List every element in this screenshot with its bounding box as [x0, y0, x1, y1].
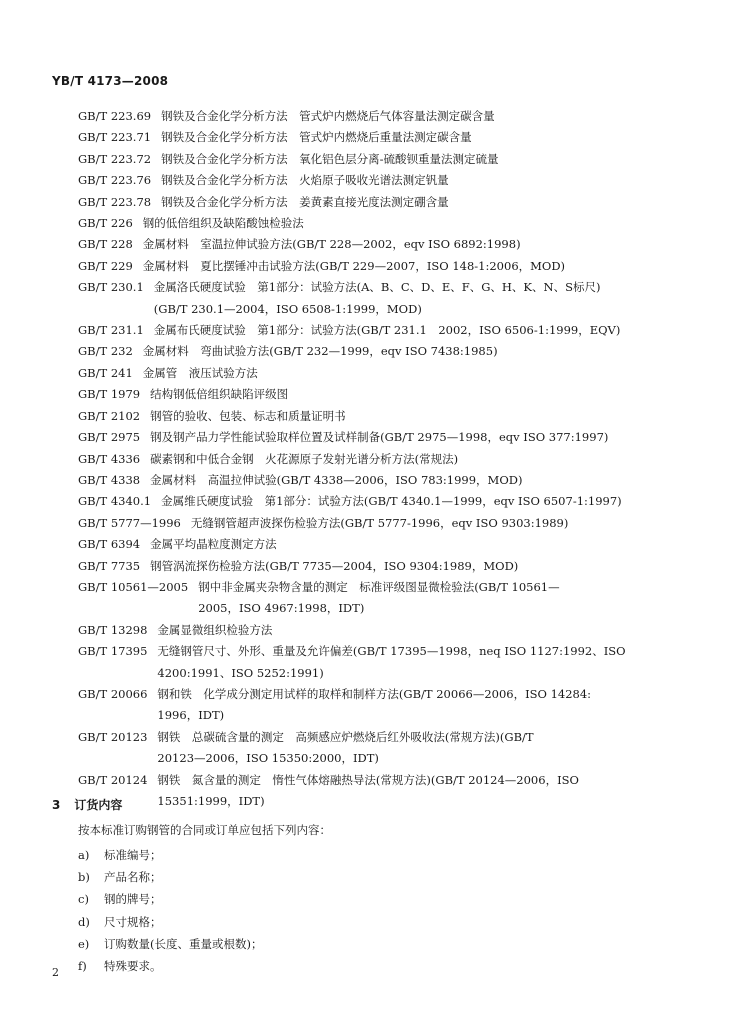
reference-title-text: 钢铁及合金化学分析方法 火焰原子吸收光谱法测定钒量	[161, 173, 449, 188]
reference-title-text: 金属材料 弯曲试验方法(GB/T 232—1999，eqv ISO 7438:1985)	[142, 344, 498, 359]
reference-item	[78, 577, 678, 620]
reference-title	[157, 620, 678, 641]
reference-code: GB/T 228	[78, 237, 133, 252]
reference-title-text: 金属布氏硬度试验 第1部分：试验方法(GB/T 231.1 2002，ISO 6506-1:1999，EQV)	[153, 323, 621, 338]
reference-title	[157, 641, 678, 684]
reference-code: GB/T 226	[78, 216, 133, 231]
order-item-letter: d)	[78, 914, 90, 929]
reference-item	[78, 256, 678, 277]
reference-title	[161, 127, 678, 148]
order-item-letter: b)	[78, 870, 90, 885]
reference-title	[157, 770, 678, 813]
reference-title-text: 无缝钢管尺寸、外形、重量及允许偏差(GB/T 17395—1998，neq ISO 1127:1992、ISO	[157, 644, 626, 659]
reference-title	[143, 234, 678, 255]
order-item	[78, 933, 262, 955]
reference-item	[78, 449, 678, 470]
reference-title-continuation: (GB/T 230.1—2004，ISO 6508-1:1999，MOD)	[153, 301, 422, 316]
reference-title	[161, 106, 678, 127]
reference-title	[157, 684, 678, 727]
reference-code: GB/T 231.1	[78, 323, 144, 338]
reference-code: GB/T 4336	[78, 451, 141, 466]
reference-title	[143, 213, 678, 234]
reference-title	[191, 513, 678, 534]
section-heading	[52, 796, 122, 813]
reference-item	[78, 320, 678, 341]
reference-title	[150, 427, 678, 448]
order-item-text: 特殊要求。	[104, 959, 162, 974]
normative-references-list	[78, 106, 678, 812]
reference-title-text: 钢铁 总碳硫含量的测定 高频感应炉燃烧后红外吸收法(常规方法)(GB/T	[157, 729, 534, 744]
reference-code: GB/T 10561—2005	[78, 579, 189, 594]
reference-item	[78, 106, 678, 127]
reference-item	[78, 234, 678, 255]
reference-item	[78, 213, 678, 234]
reference-title	[198, 577, 678, 620]
order-item	[78, 955, 262, 977]
reference-title-text: 无缝钢管超声波探伤检验方法(GB/T 5777-1996，eqv ISO 9303:1989)	[190, 515, 569, 530]
reference-code: GB/T 5777—1996	[78, 515, 181, 530]
reference-title	[154, 320, 678, 341]
reference-item	[78, 491, 678, 512]
reference-item	[78, 770, 678, 813]
reference-item	[78, 192, 678, 213]
order-item-letter: a)	[78, 848, 90, 862]
reference-title-text: 钢的低倍组织及缺陷酸蚀检验法	[142, 216, 304, 231]
reference-item	[78, 149, 678, 170]
reference-title	[150, 449, 678, 470]
reference-item	[78, 470, 678, 491]
order-item-letter: f)	[78, 959, 87, 974]
reference-title	[150, 406, 678, 427]
reference-item	[78, 127, 678, 148]
reference-title-text: 金属材料 高温拉伸试验(GB/T 4338—2006，ISO 783:1999，MOD)	[150, 472, 523, 487]
reference-title	[154, 277, 678, 320]
reference-title-text: 钢铁 氮含量的测定 惰性气体熔融热导法(常规方法)(GB/T 20124—2006，ISO	[157, 772, 579, 787]
reference-item	[78, 534, 678, 555]
reference-item	[78, 384, 678, 405]
reference-code: GB/T 241	[78, 365, 133, 380]
order-item	[78, 911, 262, 933]
section-intro: 按本标准订购钢管的合同或订单应包括下列内容：	[78, 823, 331, 837]
reference-title	[150, 556, 678, 577]
reference-title-text: 钢管涡流探伤检验方法(GB/T 7735—2004，ISO 9304:1989，MOD)	[150, 558, 519, 573]
reference-code: GB/T 223.69	[78, 109, 152, 123]
reference-title	[150, 534, 678, 555]
reference-code: GB/T 223.78	[78, 194, 152, 209]
reference-title-text: 金属维氏硬度试验 第1部分：试验方法(GB/T 4340.1—1999，eqv ISO 6507-1:1997)	[161, 494, 622, 509]
order-items-list	[78, 844, 262, 977]
reference-code: GB/T 1979	[78, 387, 141, 402]
reference-title-text: 钢铁及合金化学分析方法 氧化铝色层分离-硫酸钡重量法测定硫量	[161, 151, 499, 166]
reference-code: GB/T 13298	[78, 622, 148, 637]
order-item-text: 订购数量(长度、重量或根数)；	[104, 936, 263, 951]
reference-title	[143, 363, 678, 384]
order-item-text: 钢的牌号；	[104, 892, 162, 907]
reference-code: GB/T 229	[78, 258, 133, 273]
page-header-standard-code: YB/T 4173—2008	[52, 74, 169, 88]
reference-title	[143, 341, 678, 362]
page-number: 2	[52, 966, 59, 979]
reference-code: GB/T 20066	[78, 686, 148, 701]
reference-code: GB/T 4338	[78, 472, 141, 487]
reference-item	[78, 277, 678, 320]
reference-title-continuation: 1996，IDT)	[157, 708, 225, 723]
reference-title	[150, 384, 678, 405]
reference-item	[78, 684, 678, 727]
reference-title	[150, 470, 678, 491]
reference-title-text: 金属材料 室温拉伸试验方法(GB/T 228—2002，eqv ISO 6892:1998)	[142, 237, 521, 252]
reference-item	[78, 406, 678, 427]
reference-title-text: 钢和铁 化学成分测定用试样的取样和制样方法(GB/T 20066—2006，ISO 14284:	[157, 686, 592, 701]
reference-item	[78, 170, 678, 191]
reference-title	[143, 256, 678, 277]
reference-title	[161, 491, 678, 512]
order-item-text: 尺寸规格；	[104, 914, 162, 929]
order-item	[78, 888, 262, 910]
reference-title	[157, 727, 678, 770]
reference-code: GB/T 7735	[78, 558, 141, 573]
order-item-text: 标准编号；	[104, 848, 162, 862]
reference-title	[161, 192, 678, 213]
reference-code: GB/T 223.76	[78, 173, 152, 188]
reference-code: GB/T 2975	[78, 430, 141, 445]
reference-title-text: 钢铁及合金化学分析方法 姜黄素直接光度法测定硼含量	[161, 194, 449, 209]
section-title: 订货内容	[74, 798, 123, 812]
reference-title-text: 钢及钢产品力学性能试验取样位置及试样制备(GB/T 2975—1998，eqv ISO 377:1997)	[150, 430, 609, 445]
reference-title-continuation: 4200:1991、ISO 5252:1991)	[157, 665, 324, 680]
section-number: 3	[52, 798, 61, 812]
reference-item	[78, 727, 678, 770]
reference-title-text: 金属洛氏硬度试验 第1部分：试验方法(A、B、C、D、E、F、G、H、K、N、S标尺)	[153, 280, 601, 295]
reference-code: GB/T 6394	[78, 537, 141, 552]
order-item-letter: c)	[78, 892, 89, 907]
reference-item	[78, 363, 678, 384]
reference-code: GB/T 232	[78, 344, 133, 359]
reference-code: GB/T 223.71	[78, 130, 152, 145]
reference-code: GB/T 2102	[78, 408, 141, 423]
reference-title-continuation: 15351:1999，IDT)	[157, 794, 265, 808]
reference-code: GB/T 17395	[78, 644, 148, 659]
reference-title-text: 金属材料 夏比摆锤冲击试验方法(GB/T 229—2007，ISO 148-1:2006，MOD)	[142, 258, 566, 273]
reference-code: GB/T 20124	[78, 772, 148, 787]
reference-item	[78, 427, 678, 448]
reference-title-continuation: 2005，ISO 4967:1998，IDT)	[198, 601, 365, 616]
reference-item	[78, 641, 678, 684]
reference-code: GB/T 4340.1	[78, 494, 152, 509]
reference-title-text: 钢铁及合金化学分析方法 管式炉内燃烧后重量法测定碳含量	[161, 130, 472, 145]
order-item-text: 产品名称；	[104, 870, 162, 885]
reference-item	[78, 513, 678, 534]
reference-title-text: 金属平均晶粒度测定方法	[150, 537, 277, 552]
reference-title-text: 金属显微组织检验方法	[157, 622, 273, 637]
reference-title-text: 钢管的验收、包装、标志和质量证明书	[150, 408, 346, 423]
reference-title-text: 钢中非金属夹杂物含量的测定 标准评级图显微检验法(GB/T 10561—	[198, 579, 560, 594]
reference-title	[161, 170, 678, 191]
reference-title-continuation: 20123—2006，ISO 15350:2000，IDT)	[157, 751, 379, 766]
order-item	[78, 866, 262, 888]
reference-code: GB/T 230.1	[78, 280, 144, 295]
reference-item	[78, 341, 678, 362]
order-item	[78, 844, 262, 866]
reference-title-text: 金属管 液压试验方法	[142, 365, 258, 380]
reference-title-text: 钢铁及合金化学分析方法 管式炉内燃烧后气体容量法测定碳含量	[161, 109, 495, 123]
reference-title-text: 结构钢低倍组织缺陷评级图	[150, 387, 289, 402]
reference-item	[78, 620, 678, 641]
reference-item	[78, 556, 678, 577]
reference-title-text: 碳素钢和中低合金钢 火花源原子发射光谱分析方法(常规法)	[150, 451, 459, 466]
reference-code: GB/T 20123	[78, 729, 148, 744]
reference-code: GB/T 223.72	[78, 151, 152, 166]
order-item-letter: e)	[78, 936, 90, 951]
reference-title	[161, 149, 678, 170]
